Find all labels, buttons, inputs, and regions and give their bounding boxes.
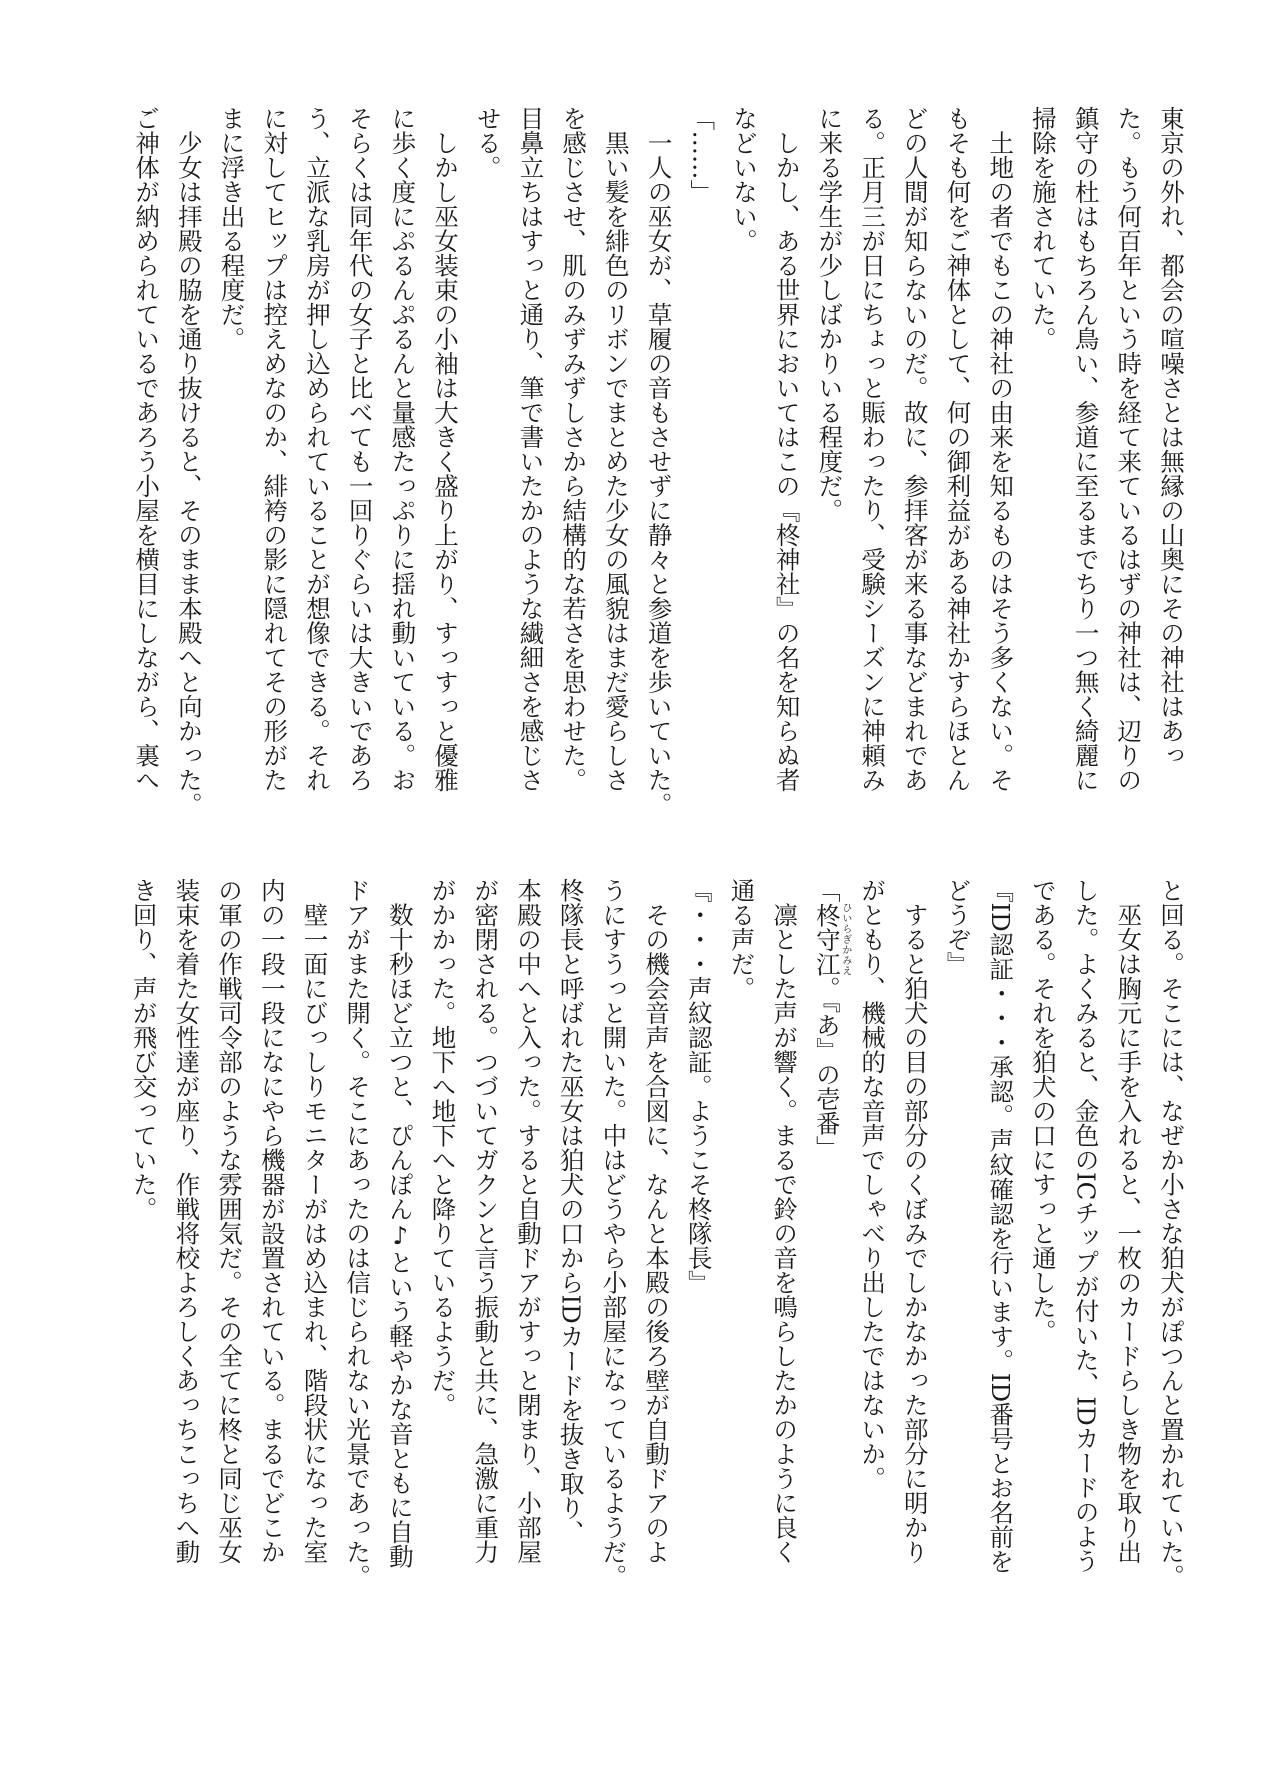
text-fragment: 。『あ』の壱番」 [812, 976, 842, 1160]
text-line: の軍の作戦司令部のような雰囲気だ。その全てに柊と同じ巫女 [215, 878, 245, 1564]
text-line: 土地の者でもこの神社の由来を知るものはそう多くない。そ [986, 106, 1016, 792]
text-line: 柊隊長と呼ばれた巫女は狛犬の口からIDカードを抜き取り、 [556, 878, 586, 1545]
ruby-name [812, 902, 851, 977]
text-line: がかかった。地下へ地下へと降りているようだ。 [428, 878, 458, 1417]
text-line: しかし巫女装束の小袖は大きく盛り上がり、すっすっと優雅 [431, 106, 461, 792]
text-line: う、立派な乳房が押し込められていることが想像できる。それ [302, 106, 332, 792]
text-line: どうぞ』 [943, 878, 973, 976]
text-line-with-ruby [805, 878, 850, 1618]
text-line: である。それを狛犬の口にすっと通した。 [1028, 878, 1058, 1344]
text-line: 黒い髪を緋色のリボンでまとめた少女の風貌はまだ愛らしさ [601, 106, 631, 792]
text-line: その機会音声を合図に、なんと本殿の後ろ壁が自動ドアのよ [642, 878, 672, 1564]
text-line: た。もう何百年という時を経て来ているはずの神社は、辺りの [1114, 106, 1144, 792]
text-line: せる。 [473, 106, 503, 180]
text-line: すると狛犬の目の部分のくぼみでしかなかった部分に明かり [900, 878, 930, 1564]
text-line: と回る。そこには、なぜか小さな狛犬がぽつんと置かれていた。 [1157, 878, 1186, 1589]
text-line: 装束を着た女性達が座り、作戦将校よろしくあっちこっちへ動 [172, 878, 202, 1564]
text-line: 一人の巫女が、草履の音もさせずに静々と参道を歩いていた。 [644, 106, 674, 817]
text-line: がともり、機械的な音声でしゃべり出したではないか。 [858, 878, 888, 1491]
text-line: 目鼻立ちはすっと通り、筆で書いたかのような繊細さを感じさ [516, 106, 546, 792]
text-line: ご神体が納められているであろう小屋を横目にしながら、裏へ [132, 106, 162, 792]
text-line: 『ID認証・・・承認。声紋確認を行います。ID番号とお名前を [986, 878, 1016, 1574]
text-line: に対してヒップは控えめなのか、緋袴の影に隠れてその形がた [260, 106, 290, 792]
text-line: る。正月三が日にちょっと賑わったり、受験シーズンに神頼み [858, 106, 888, 792]
text-line: 巫女は胸元に手を入れると、一枚のカードらしき物を取り出 [1114, 878, 1144, 1564]
text-line: 「……」 [687, 106, 717, 204]
ruby-base: 柊守江 [812, 902, 842, 976]
text-line: そらくは同年代の女子と比べても一回りぐらいは大きいであろ [345, 106, 375, 792]
text-line: しかし、ある世界においてはこの『柊神社』の名を知らぬ者 [772, 106, 802, 792]
text-line: を感じさせ、肌のみずみずしさから結構的な若さを思わせた。 [559, 106, 589, 792]
text-line: 壁一面にびっしりモニターがはめ込まれ、階段状になった室 [300, 878, 330, 1564]
text-line: 東京の外れ、都会の喧噪さとは無縁の山奥にその神社はあっ [1157, 106, 1186, 768]
text-line: 通る声だ。 [727, 878, 757, 1001]
text-fragment: 「 [812, 878, 842, 903]
text-line: に歩く度にぷるんぷるんと量感たっぷりに揺れ動いている。お [388, 106, 418, 792]
text-line: 凛とした声が響く。まるで鈴の音を鳴らしたかのように良く [770, 878, 800, 1564]
text-line: が密閉される。つづいてガクンと言う振動と共に、急激に重力 [471, 878, 501, 1564]
text-line: 内の一段一段になにやら機器が設置されている。まるでどこか [257, 878, 287, 1564]
text-line: き回り、声が飛び交っていた。 [129, 878, 159, 1221]
text-line: した。よくみると、金色のICチップが付いた、IDカードのよう [1071, 878, 1101, 1573]
text-line: 数十秒ほど立つと、ぴんぽん♪という軽やかな音ともに自動 [385, 878, 415, 1569]
text-block-bottom [122, 878, 1192, 1618]
text-line: ドアがまた開く。そこにあったのは信じられない光景であった。 [343, 878, 373, 1589]
text-line: に来る学生が少しばかりいる程度だ。 [815, 106, 845, 523]
ruby-reading: ひいらぎかみえ [839, 902, 851, 976]
text-line: 少女は拝殿の脇を通り抜けると、そのまま本殿へと向かった。 [174, 106, 204, 817]
text-line: 本殿の中へと入った。すると自動ドアがすっと閉まり、小部屋 [513, 878, 543, 1564]
text-line: などいない。 [729, 106, 759, 253]
text-line: どの人間が知らないのだ。故に、参拝客が来る事などまれであ [900, 106, 930, 792]
text-line: もそも何をご神体として、何の御利益がある神社かすらほとん [943, 106, 973, 792]
text-line: 鎮守の杜はもちろん鳥い、参道に至るまでちり一つ無く綺麗に [1071, 106, 1101, 792]
text-line: まに浮き出る程度だ。 [217, 106, 247, 351]
text-line: 掃除を施されていた。 [1028, 106, 1058, 351]
text-line: 『・・・声紋認証。ようこそ柊隊長』 [684, 878, 714, 1295]
text-line: うにすうっと開いた。中はどうやら小部屋になっているようだ。 [599, 878, 629, 1589]
text-block-top [122, 106, 1192, 846]
